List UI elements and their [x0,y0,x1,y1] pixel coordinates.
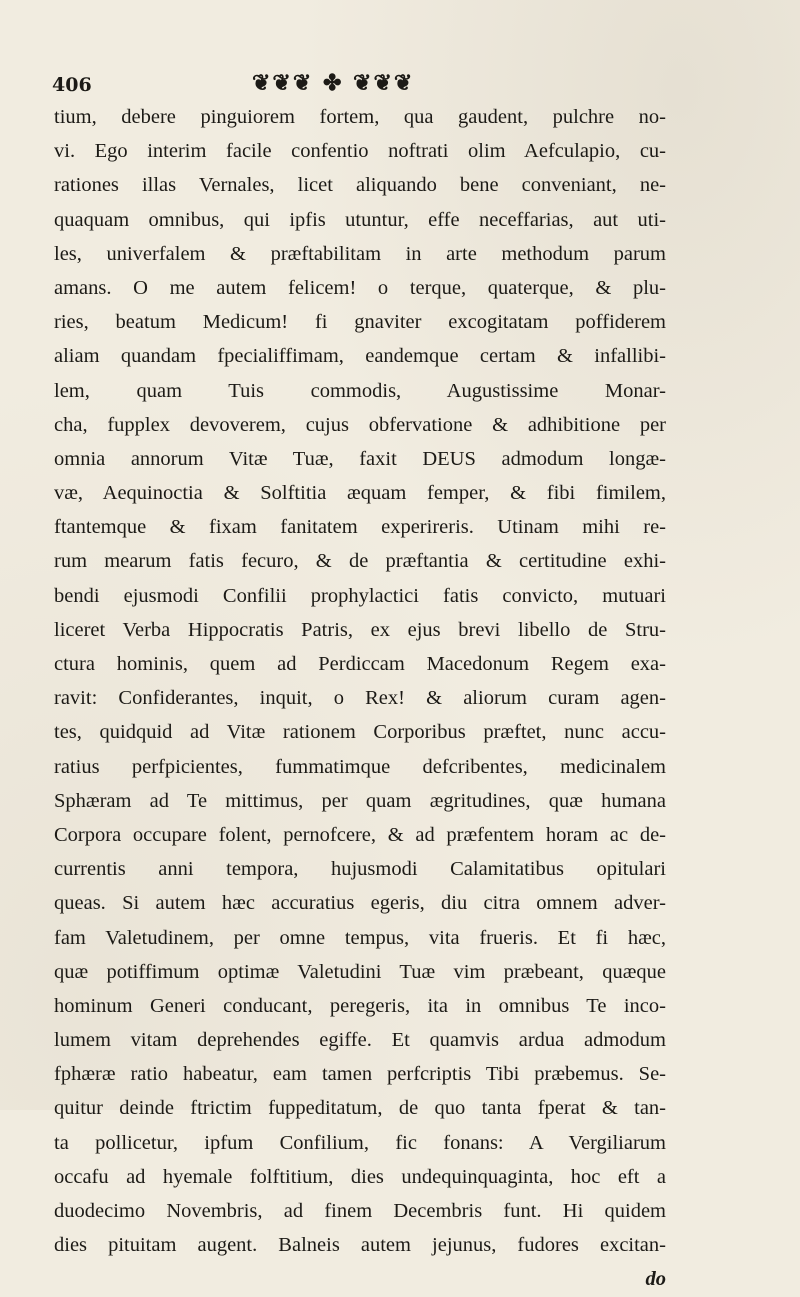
text-line: cha, fupplex devoverem, cujus obfervatione & adhibitione per [54,413,666,436]
text-line: les, univerfalem & præftabilitam in arte methodum parum [54,242,666,265]
text-line: fam Valetudinem, per omne tempus, vita frueris. Et fi hæc, [54,926,666,949]
text-line: duodecimo Novembris, ad finem Decembris funt. Hi quidem [54,1200,666,1222]
page-header [52,68,672,98]
text-line: fphæræ ratio habeatur, eam tamen perfcriptis Tibi præbemus. Se- [54,1063,666,1086]
text-line: tes, quidquid ad Vitæ rationem Corporibus præftet, nunc accu- [54,721,666,744]
text-line: currentis anni tempora, hujusmodi Calamitatibus opitulari [54,858,666,881]
page-number: 406 [52,74,92,96]
text-line: liceret Verba Hippocratis Patris, ex ejus brevi libello de Stru- [54,618,666,641]
text-line: rum mearum fatis fecuro, & de præftantia & certitudine exhi- [54,550,666,573]
text-line: tium, debere pinguiorem fortem, qua gaudent, pulchre no- [54,106,666,128]
text-line: ctura hominis, quem ad Perdiccam Macedonum Regem exa- [54,653,666,675]
text-line: væ, Aequinoctia & Solftitia æquam femper, & fibi fimilem, [54,482,666,505]
text-line: ta pollicetur, ipfum Confilium, fic fonans: A Vergiliarum [54,1131,666,1154]
text-line: ftantemque & fixam fanitatem experireris. Utinam mihi re- [54,516,666,539]
text-line: dies pituitam augent. Balneis autem jejunus, fudores excitan- [54,1234,666,1257]
text-line: Corpora occupare folent, pernofcere, & ad præfentem horam ac de- [54,823,666,846]
text-line: Sphæram ad Te mittimus, per quam ægritudines, quæ humana [54,789,666,812]
text-line: ries, beatum Medicum! fi gnaviter excogitatam poffiderem [54,311,666,334]
text-line: aliam quandam fpecialiffimam, eandemque certam & infallibi- [54,345,666,368]
text-line: quitur deinde ftrictim fuppeditatum, de quo tanta fperat & tan- [54,1097,666,1120]
text-line: vi. Ego interim facile confentio noftrati olim Aefculapio, cu- [54,140,666,163]
catchword: do [645,1268,666,1291]
text-line: occafu ad hyemale folftitium, dies undequinquaginta, hoc eft a [54,1165,666,1188]
text-line: bendi ejusmodi Confilii prophylactici fatis convicto, mutuari [54,584,666,607]
body-text [54,100,666,1297]
text-line: hominum Generi conducant, peregeris, ita in omnibus Te inco- [54,994,666,1017]
text-line: amans. O me autem felicem! o terque, quaterque, & plu- [54,276,666,299]
text-line: ravit: Confiderantes, inquit, o Rex! & aliorum curam agen- [54,687,666,710]
text-line: quaquam omnibus, qui ipfis utuntur, effe neceffarias, aut uti- [54,208,666,231]
text-line: queas. Si autem hæc accuratius egeris, diu citra omnem adver- [54,892,666,915]
text-line: lumem vitam deprehendes egiffe. Et quamvis ardua admodum [54,1029,666,1052]
text-line: ratius perfpicientes, fummatimque defcribentes, medicinalem [54,755,666,778]
text-line: lem, quam Tuis commodis, Augustissime Monar- [54,379,666,402]
header-ornament: ❦❦❦ ✤ ❦❦❦ [252,70,415,96]
text-line: omnia annorum Vitæ Tuæ, faxit DEUS admodum longæ- [54,447,666,470]
text-line: rationes illas Vernales, licet aliquando bene conveniant, ne- [54,174,666,197]
text-line: quæ potiffimum optimæ Valetudini Tuæ vim præbeant, quæque [54,960,666,983]
